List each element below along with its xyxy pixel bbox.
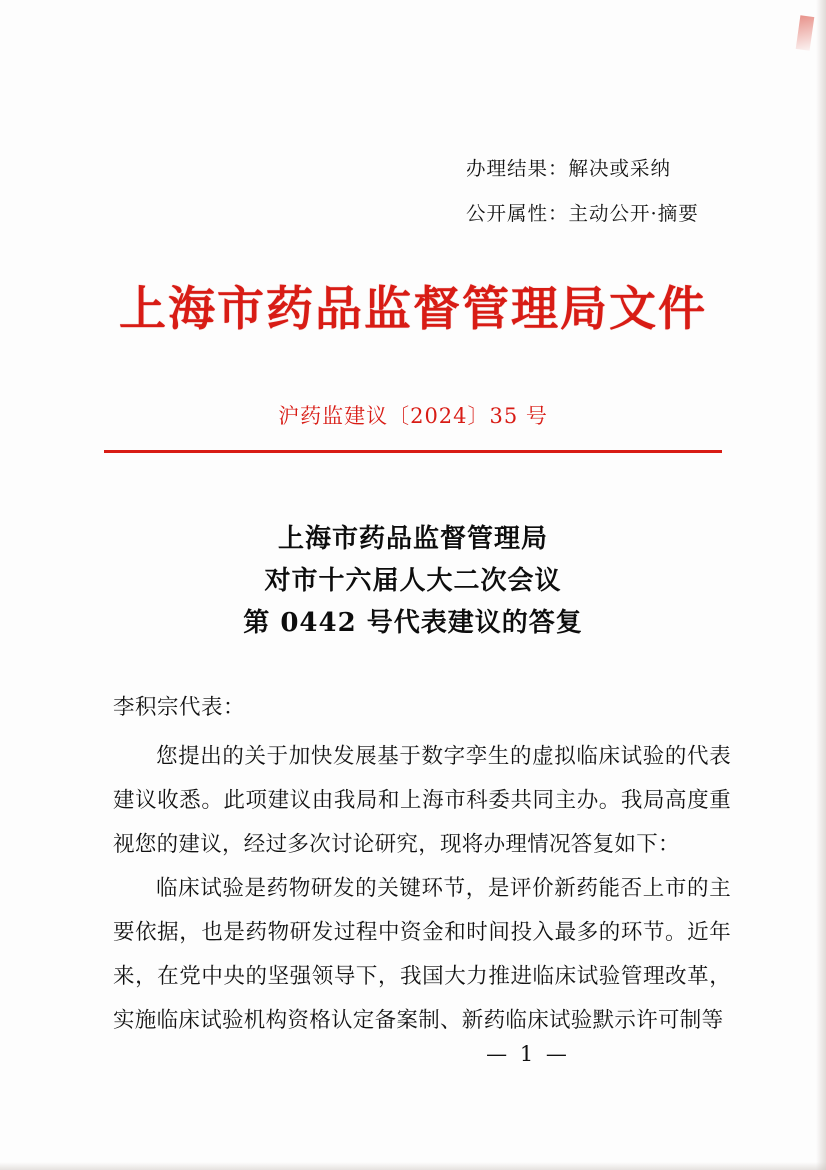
- body-paragraph-1: 您提出的关于加快发展基于数字孪生的虚拟临床试验的代表建议收悉。此项建议由我局和上海市科委共同主办。我局高度重视您的建议，经过多次讨论研究，现将办理情况答复如下：: [113, 744, 731, 857]
- subject-line-3: 第 0442 号代表建议的答复: [243, 608, 583, 638]
- body-paragraph-2: 临床试验是药物研发的关键环节，是评价新药能否上市的主要依据，也是药物研发过程中资金和时间投入最多的环节。近年来，在党中央的坚强领导下，我国大力推进临床试验管理改革，实施临床试验机构资格认定备案制、新药临床试验默示许可制等: [113, 876, 731, 1033]
- document-body: [113, 735, 731, 1043]
- subject-line-1: 上海市药品监督管理局: [277, 524, 548, 554]
- scan-edge-shadow-bottom: [0, 1162, 826, 1170]
- scan-artifact-icon: [796, 15, 815, 51]
- document-meta-block: [466, 146, 699, 236]
- meta-line-disclosure-attribute: 公开属性：主动公开·摘要: [466, 202, 699, 225]
- page-number: — 1 —: [486, 1042, 570, 1066]
- subject-line-2: 对市十六届人大二次会议: [264, 566, 562, 596]
- meta-line-handling-result: 办理结果：解决或采纳: [466, 157, 672, 180]
- document-number: 沪药监建议〔2024〕35 号: [278, 404, 548, 428]
- document-title: 上海市药品监督管理局文件: [119, 282, 707, 337]
- document-subject: [0, 518, 826, 644]
- salutation: 李积宗代表：: [113, 695, 246, 720]
- red-divider-rule: [104, 450, 722, 453]
